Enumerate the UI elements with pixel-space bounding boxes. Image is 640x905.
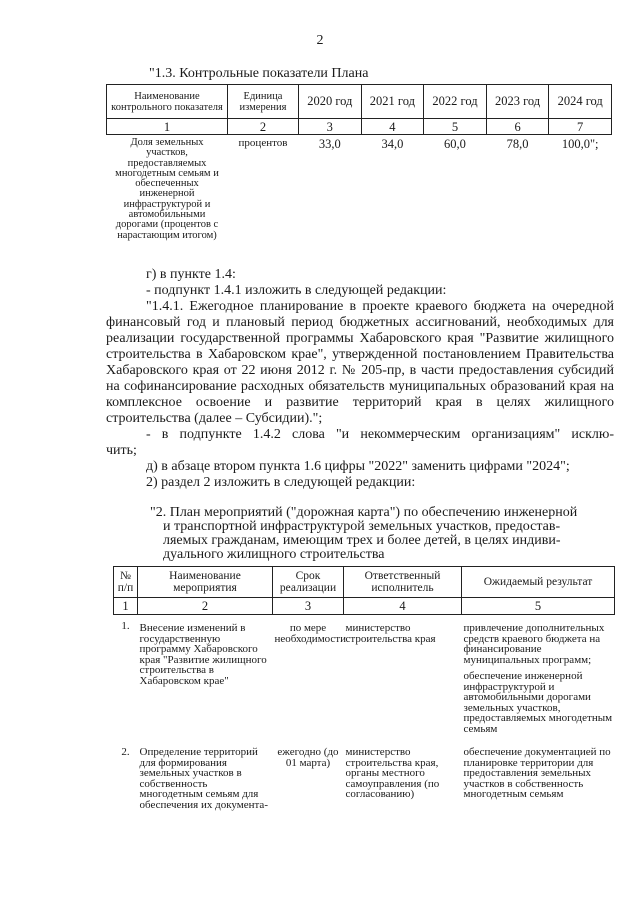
- section-2-title-line: дуального жилищного строительства: [163, 547, 385, 562]
- paragraph-d: д) в абзаце втором пункта 1.6 цифры "2022" заменить цифрами "2024";: [146, 459, 570, 474]
- result-item: обеспечение документацией по планировке территории для предоставления земельных участков в собственность многодетным семьям: [463, 746, 611, 800]
- activity-result: [462, 741, 615, 810]
- amendments-text: [106, 267, 614, 491]
- paragraph-1-4-1: "1.4.1. Ежегодное планирование в проекте краевого бюджета на очередной финансовый год и плановый период бюджетных ассигнований, необходимых для реализации государственной программы Хабаровского края "Развитие жилищного строительства в Хабаровском крае", утвержденной постановлением Правительства Хабаровского края от 22 июня 2012 г. № 205-пр, в части предоставления субсидий на софинансирование расходных обязательств муниципальных образований края на комплексное освоение и развитие территорий края в целях жилищного строительства (далее – Субсидии).";: [106, 299, 614, 426]
- value-2021: 34,0: [381, 137, 404, 151]
- activity-responsible: министерство строительства края, органы местного самоуправления (по согласованию): [345, 746, 440, 800]
- column-number: 1: [114, 598, 138, 615]
- header-year-2023: 2023 год: [486, 85, 549, 119]
- column-number: 1: [107, 119, 228, 135]
- column-number: 5: [424, 119, 487, 135]
- page-number: 2: [316, 33, 324, 48]
- activity-term: по мере необходимости: [274, 622, 347, 645]
- control-indicators-table: [106, 84, 612, 241]
- header-year-2022: 2022 год: [424, 85, 487, 119]
- paragraph-g1: - подпункт 1.4.1 изложить в следующей редакции:: [146, 283, 447, 298]
- column-number: 2: [138, 598, 273, 615]
- table-row: [114, 741, 615, 810]
- header-result: Ожидаемый результат: [462, 567, 615, 598]
- section-2-title: [150, 506, 614, 562]
- value-2022: 60,0: [444, 137, 466, 151]
- activity-responsible: министерство строительства края: [345, 622, 436, 645]
- result-item: обеспечение инженерной инфраструктурой и автомобильными дорогами земельных участков, предоставляемых многодетным семьям: [463, 670, 613, 735]
- result-item: привлечение дополнительных средств краевого бюджета на финансирование муниципальных программ;: [463, 622, 605, 666]
- header-year-2020: 2020 год: [299, 85, 362, 119]
- header-responsible: Ответственный исполнитель: [344, 567, 462, 598]
- value-2023: 78,0: [506, 137, 529, 151]
- column-number: 3: [299, 119, 362, 135]
- action-plan-table: [113, 566, 615, 810]
- header-year-2024: 2024 год: [549, 85, 612, 119]
- table-row: [114, 615, 615, 742]
- value-2020: 33,0: [318, 137, 341, 151]
- header-activity: Наименование мероприятия: [138, 567, 273, 598]
- paragraph-g: г) в пункте 1.4:: [146, 267, 236, 282]
- indicator-name: Доля земельных участков, предоставляемых многодетным семьям и обеспеченных инженерной инфраструктурой и автомобильными дорогами (процентов с нарастающим итогом): [115, 137, 219, 241]
- activity-result: [462, 615, 615, 742]
- column-number: 4: [344, 598, 462, 615]
- section-2-title-line: и транспортной инфраструктурой земельных участков, предостав-: [163, 519, 561, 534]
- header-unit: Единица измерения: [228, 85, 299, 119]
- column-number: 4: [361, 119, 424, 135]
- paragraph-1-4-2: - в подпункте 1.4.2 слова "и некоммерческим организациям" исклю-: [146, 427, 614, 442]
- column-number: 3: [273, 598, 344, 615]
- activity-term: ежегодно (до 01 марта): [277, 746, 339, 769]
- header-num: № п/п: [114, 567, 138, 598]
- activity-name: Определение территорий для формирования земельных участков в собственность многодетным семьям для обеспечения их документа-: [139, 746, 268, 811]
- paragraph-1-4-2-end: чить;: [106, 443, 137, 458]
- row-number: 1.: [121, 620, 130, 632]
- header-indicator: Наименование контрольного показателя: [107, 85, 228, 119]
- column-number: 7: [549, 119, 612, 135]
- header-year-2021: 2021 год: [361, 85, 424, 119]
- row-number: 2.: [121, 746, 130, 758]
- value-2024: 100,0";: [561, 137, 599, 151]
- column-number: 5: [462, 598, 615, 615]
- header-term: Срок реализации: [273, 567, 344, 598]
- control-indicators-title: "1.3. Контрольные показатели Плана: [149, 66, 369, 81]
- section-2-title-line: ляемых гражданам, имеющим трех и более детей, в целях индиви-: [163, 533, 561, 548]
- indicator-unit: процентов: [238, 137, 288, 149]
- section-2-title-line: "2. План мероприятий ("дорожная карта") по обеспечению инженерной: [150, 505, 578, 520]
- activity-name: Внесение изменений в государственную программу Хабаровского края "Развитие жилищного строительства в Хабаровском крае": [139, 622, 267, 687]
- column-number: 2: [228, 119, 299, 135]
- paragraph-section-2: 2) раздел 2 изложить в следующей редакции:: [146, 475, 416, 490]
- column-number: 6: [486, 119, 549, 135]
